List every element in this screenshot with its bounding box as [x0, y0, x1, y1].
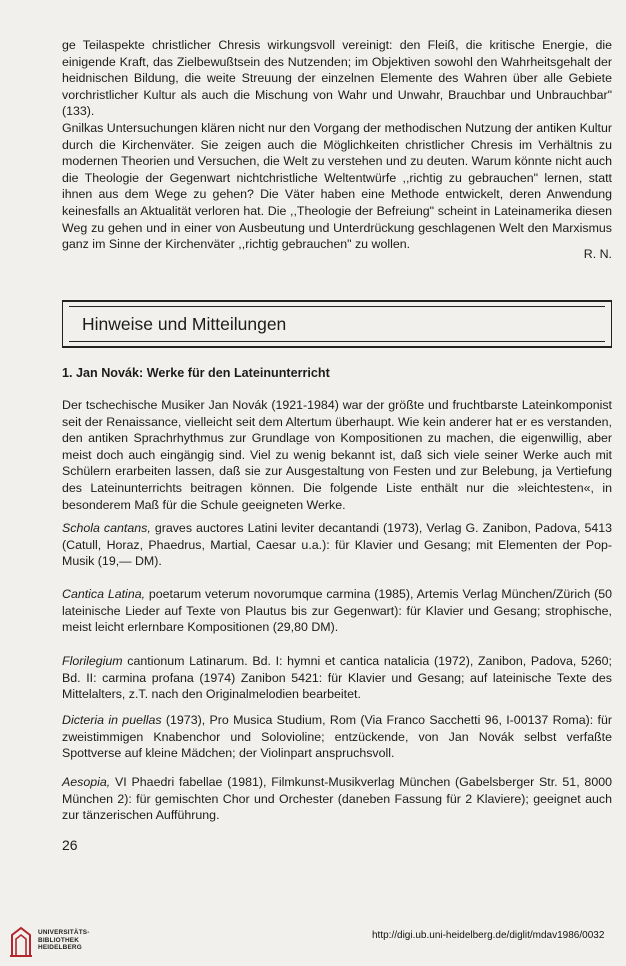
library-logo[interactable] — [9, 925, 99, 959]
library-logo-text: UNIVERSITÄTS- BIBLIOTHEK HEIDELBERG — [38, 929, 90, 952]
work-description: (1973), Pro Musica Studium, Rom (Via Franco Sacchetti 96, I-00137 Roma): für zweistimmigen Knabenchor und Solovioline; entzückende, von Jan Novák selbst verfaßte Spottverse auf kleine Mädchen; der Violinpart anspruchsvoll. — [62, 713, 612, 761]
body-paragraph: Gnilkas Untersuchungen klären nicht nur den Vorgang der methodischen Nutzung der antiken Kultur durch die Kirchenväter. Sie zeigen auch die Möglichkeiten christlicher Chresis im Verhältnis zu modernen Theorien und Versuchen, die Welt zu verstehen und zu deuten. Warum könnte nicht auch die Theologie der Gegenwart nichtchristliche Weltentwürfe ,,richtig zu gebrauchen" lernen, statt ihnen aus dem Wege zu gehen? Die Väter haben eine Methode entwickelt, deren Anwendung keinesfalls an Aktualität verloren hat. Die ,,Theologie der Befreiung" scheint in Lateinamerika diesen Weg zu gehen und in einer von Ausbeutung und Unterdrückung geschlagenen Welt den Marxismus ganz im Sinne der Kirchenväter ,,richtig gebrauchen" zu wollen. — [62, 120, 612, 252]
work-description: VI Phaedri fabellae (1981), Filmkunst-Musikverlag München (Gabelsberger Str. 51, 8000 München 2): für gemischten Chor und Orchester (daneben Fassung für 2 Klaviere); geeignet auch zur tänzerischen Aufführung. — [62, 775, 612, 823]
work-description: cantionum Latinarum. Bd. I: hymni et cantica natalicia (1972), Zanibon, Padova, 5260; Bd. II: carmina profana (1974) Zanibon 5421: für Klavier und Gesang; auf lateinische Texte des Mittelalters, z.T. nach den Originalmelodien bearbeitet. — [62, 654, 612, 702]
intro-paragraph: Der tschechische Musiker Jan Novák (1921-1984) war der größte und fruchtbarste Lateinkomponist seit der Renaissance, vielleicht seit dem Altertum überhaupt. Wie kein anderer hat er es verstanden, den antiken Sprachrhythmus zur Grundlage von Kompositionen zu machen, die eigenwillig, aber meist doch auch eingängig sind. Viel zu wenig bekannt ist, daß sich viele seiner Werke auch mit Schülern erarbeiten lassen, daß sie zur Ausgestaltung von Festen und zur Belebung, ja Vertiefung des Lateinunterrichts beitragen können. Die folgende Liste enthält nur die »leichtesten«, in besonderem Maß für die Schule geeigneten Werke. — [62, 398, 612, 512]
page-number: 26 — [62, 837, 78, 853]
author-signature: R. N. — [583, 247, 612, 261]
section-title: Hinweise und Mitteilungen — [82, 314, 287, 334]
list-item — [62, 653, 612, 703]
subheading: 1. Jan Novák: Werke für den Lateinunterricht — [62, 366, 330, 380]
list-item — [62, 712, 612, 762]
source-url-link[interactable]: http://digi.ub.uni-heidelberg.de/diglit/mdav1986/0032 — [372, 930, 605, 941]
work-title: Cantica Latina, — [62, 587, 146, 601]
list-item — [62, 586, 612, 636]
work-description: poetarum veterum novorumque carmina (1985), Artemis Verlag München/Zürich (50 lateinische Lieder auf Texte von Plautus bis zur Gegenwart): für Klavier und Gesang; strophische, meist leicht erlernbare Kompositionen (29,80 DM). — [62, 587, 612, 635]
list-item — [62, 520, 612, 570]
body-paragraph: ge Teilaspekte christlicher Chresis wirkungsvoll vereinigt: den Fleiß, die kritische Energie, die einigende Kraft, das Zielbewußtsein des Nutzenden; im Objektiven sowohl den Wahrheitsgehalt der heidnischen Bildung, die weite Streuung der einzelnen Elemente des Wahren über alle Gebiete vorchristlicher Kultur als auch die Mischung von Wahr und Unwahr, Brauchbar und Unbrauchbar" (133). — [62, 38, 612, 119]
work-title: Dicteria in puellas — [62, 713, 162, 727]
work-title: Florilegium — [62, 654, 123, 668]
body-text — [62, 37, 612, 253]
library-logo-icon — [9, 925, 33, 959]
list-item — [62, 774, 612, 824]
work-description: graves auctores Latini leviter decantandi (1973), Verlag G. Zanibon, Padova, 5413 (Catull, Horaz, Phaedrus, Martial, Caesar u.a.): für Klavier und Gesang; mit Elementen der Pop-Musik (19,— DM). — [62, 521, 613, 569]
work-title: Schola cantans, — [62, 521, 151, 535]
work-title: Aesopia, — [62, 775, 111, 789]
